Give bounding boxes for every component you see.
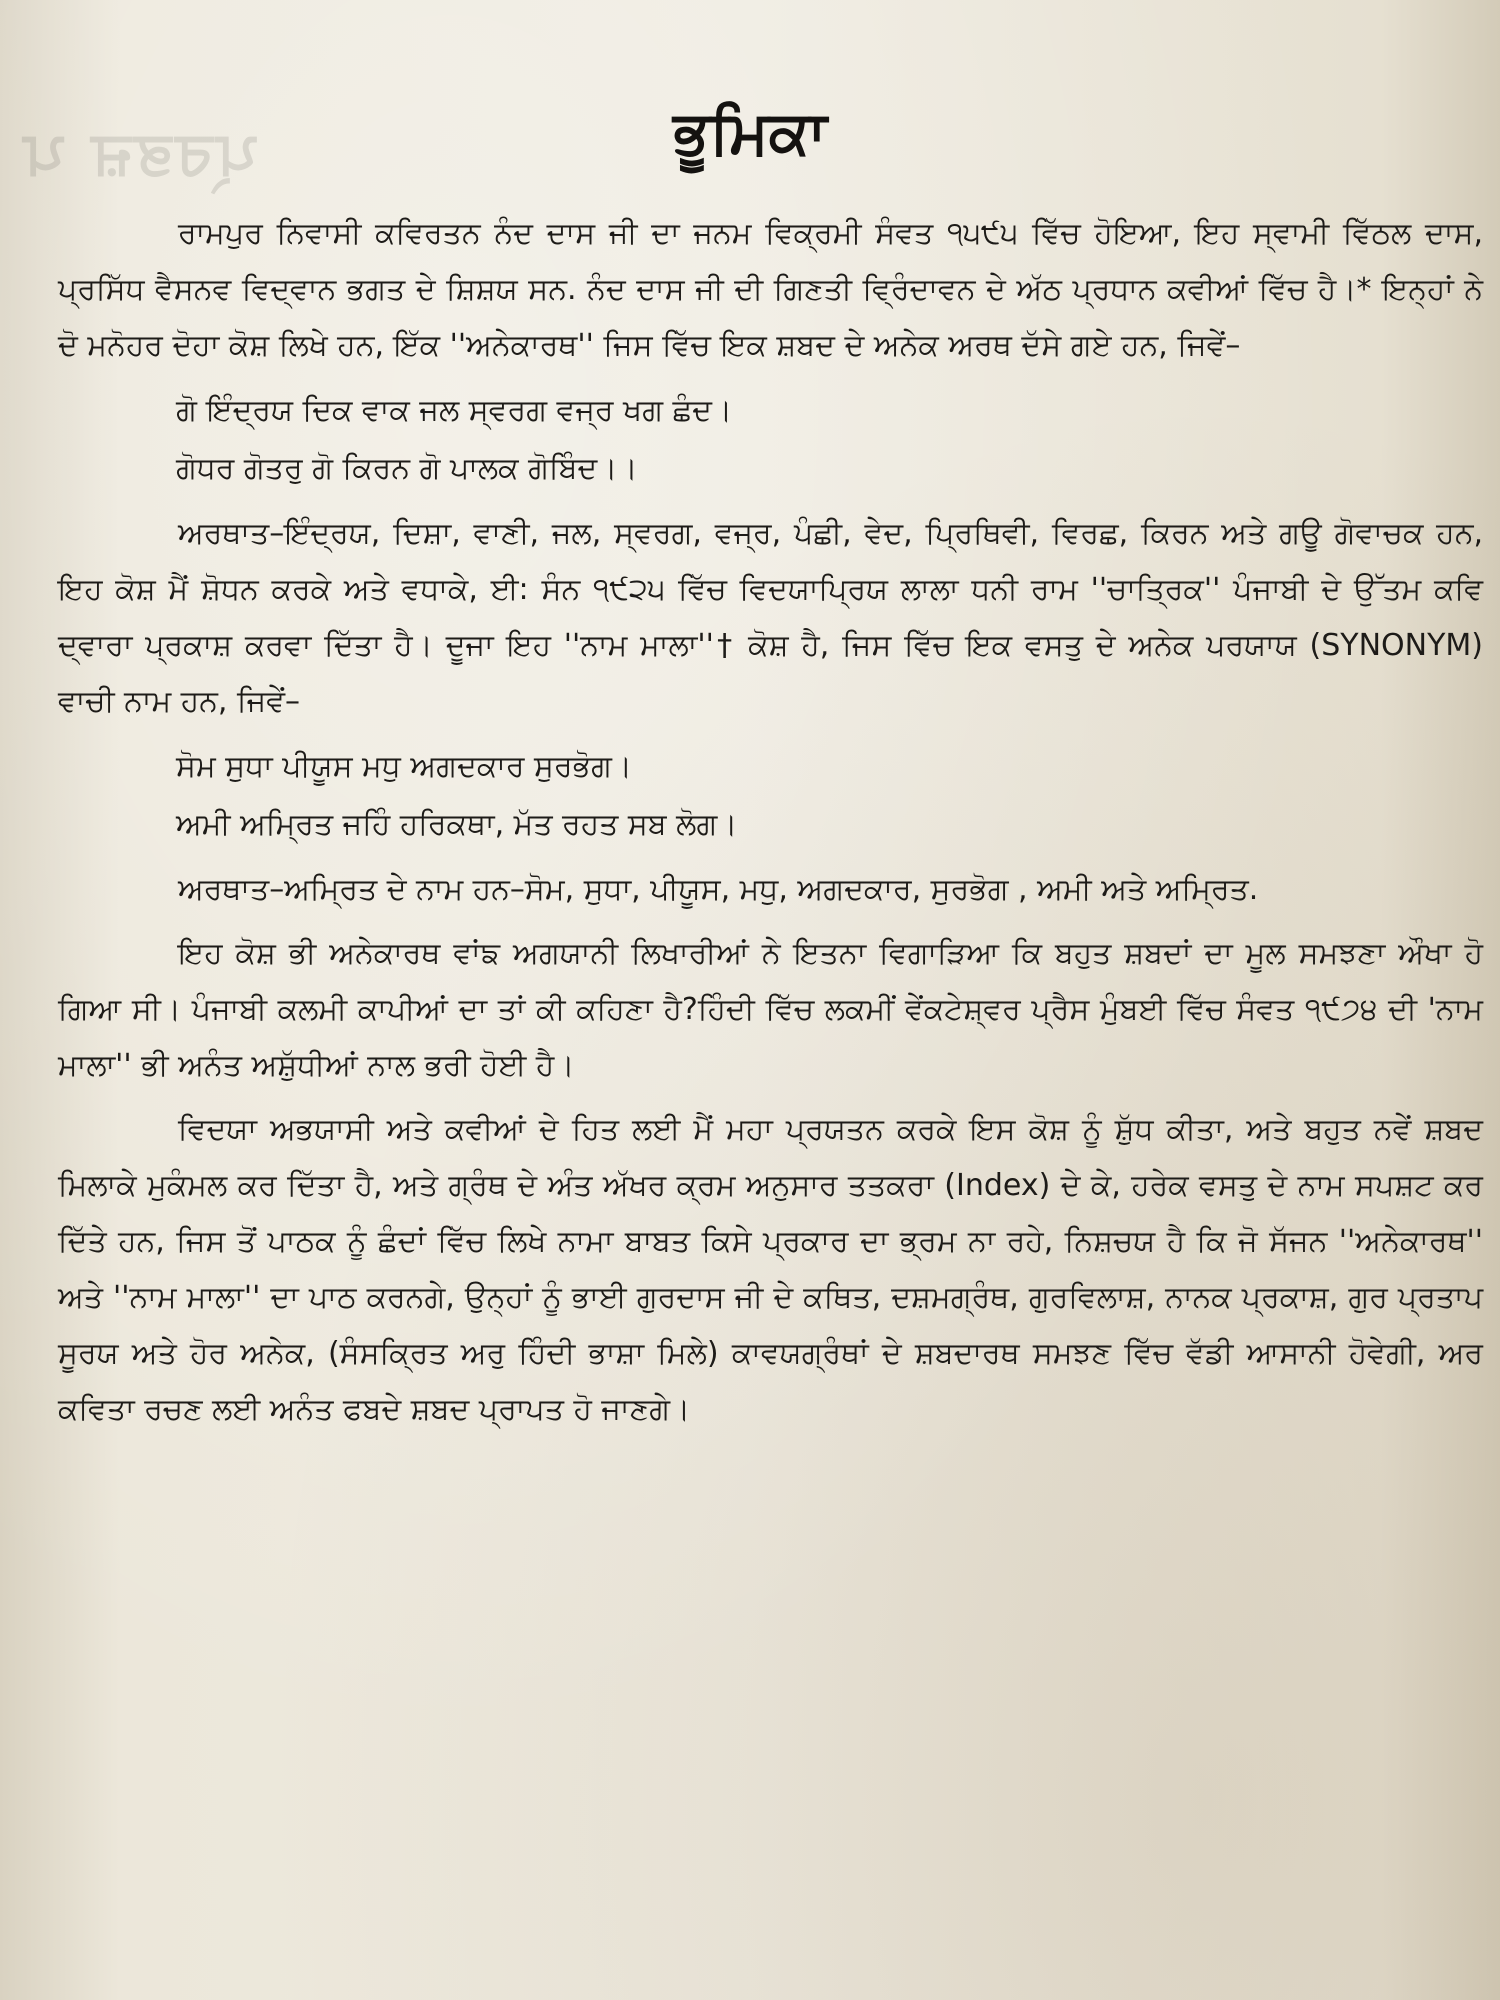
verse-line: ਸੋਮ ਸੁਧਾ ਪੀਯੂਸ ਮਧੁ ਅਗਦਕਾਰ ਸੁਰਭੋਗ। bbox=[176, 749, 633, 784]
paragraph-editing: ਵਿਦਯਾ ਅਭਯਾਸੀ ਅਤੇ ਕਵੀਆਂ ਦੇ ਹਿਤ ਲਈ ਮੈਂ ਮਹਾ ਪ੍ਰਯਤਨ ਕਰਕੇ ਇਸ ਕੋਸ਼ ਨੂੰ ਸ਼ੁੱਧ ਕੀਤਾ, ਅਤੇ ਬਹੁਤ ਨਵੇਂ ਸ਼ਬਦ ਮਿਲਾਕੇ ਮੁਕੰਮਲ ਕਰ ਦਿੱਤਾ ਹੈ, ਅਤੇ ਗ੍ਰੰਥ ਦੇ ਅੰਤ ਅੱਖਰ ਕ੍ਰਮ ਅਨੁਸਾਰ ਤਤਕਰਾ (Index) ਦੇ ਕੇ, ਹਰੇਕ ਵਸਤੁ ਦੇ ਨਾਮ ਸਪਸ਼ਟ ਕਰ ਦਿੱਤੇ ਹਨ, ਜਿਸ ਤੋਂ ਪਾਠਕ ਨੂੰ ਛੰਦਾਂ ਵਿੱਚ ਲਿਖੇ ਨਾਮਾ ਬਾਬਤ ਕਿਸੇ ਪ੍ਰਕਾਰ ਦਾ ਭ੍ਰਮ ਨਾ ਰਹੇ, ਨਿਸ਼ਚਯ ਹੈ ਕਿ ਜੋ ਸੱਜਨ ''ਅਨੇਕਾਰਥ'' ਅਤੇ ''ਨਾਮ ਮਾਲਾ'' ਦਾ ਪਾਠ ਕਰਨਗੇ, ਉਨ੍ਹਾਂ ਨੂੰ ਭਾਈ ਗੁਰਦਾਸ ਜੀ ਦੇ ਕਥਿਤ, ਦਸ਼ਮਗ੍ਰੰਥ, ਗੁਰਵਿਲਾਸ਼, ਨਾਨਕ ਪ੍ਰਕਾਸ਼, ਗੁਰ ਪ੍ਰਤਾਪ ਸੂਰਯ ਅਤੇ ਹੋਰ ਅਨੇਕ, (ਸੰਸਕ੍ਰਿਤ ਅਰੁ ਹਿੰਦੀ ਭਾਸ਼ਾ ਮਿਲੇ) ਕਾਵਯਗ੍ਰੰਥਾਂ ਦੇ ਸ਼ਬਦਾਰਥ ਸਮਝਣ ਵਿੱਚ ਵੱਡੀ ਆਸਾਨੀ ਹੋਵੇਗੀ, ਅਰ ਕਵਿਤਾ ਰਚਣ ਲਈ ਅਨੰਤ ਫਬਦੇ ਸ਼ਬਦ ਪ੍ਰਾਪਤ ਹੋ ਜਾਣਗੇ। bbox=[58, 1112, 1483, 1427]
paragraph-meaning-go: ਅਰਥਾਤ–ਇੰਦ੍ਰਯ, ਦਿਸ਼ਾ, ਵਾਣੀ, ਜਲ, ਸ੍ਵਰਗ, ਵਜ੍ਰ, ਪੰਛੀ, ਵੇਦ, ਪ੍ਰਿਥਿਵੀ, ਵਿਰਛ, ਕਿਰਨ ਅਤੇ ਗਊ ਗੋਵਾਚਕ ਹਨ, ਇਹ ਕੋਸ਼ ਮੈਂ ਸ਼ੋਧਨ ਕਰਕੇ ਅਤੇ ਵਧਾਕੇ, ਈ: ਸੰਨ ੧੯੨੫ ਵਿੱਚ ਵਿਦਯਾਪ੍ਰਿਯ ਲਾਲਾ ਧਨੀ ਰਾਮ ''ਚਾਤ੍ਰਿਕ'' ਪੰਜਾਬੀ ਦੇ ਉੱਤਮ ਕਵਿ ਦ੍ਵਾਰਾ ਪ੍ਰਕਾਸ਼ ਕਰਵਾ ਦਿੱਤਾ ਹੈ। ਦੂਜਾ ਇਹ ''ਨਾਮ ਮਾਲਾ''† ਕੋਸ਼ ਹੈ, ਜਿਸ ਵਿੱਚ ਇਕ ਵਸਤੁ ਦੇ ਅਨੇਕ ਪਰਯਾਯ (SYNONYM) ਵਾਚੀ ਨਾਮ ਹਨ, ਜਿਵੇਂ– bbox=[58, 516, 1483, 719]
bleed-through-text: ਪ੍ਰਭਜ਼ ਪ bbox=[20, 118, 256, 188]
verse-line: ਗੋ ਇੰਦ੍ਰਯ ਦਿਕ ਵਾਕ ਜਲ ਸ੍ਵਰਗ ਵਜ੍ਰ ਖਗ ਛੰਦ। bbox=[176, 393, 733, 428]
verse-line: ਗੋਧਰ ਗੋਤਰੁ ਗੋ ਕਿਰਨ ਗੋ ਪਾਲਕ ਗੋਬਿੰਦ।। bbox=[176, 451, 638, 486]
verse-line: ਅਮੀ ਅਮ੍ਰਿਤ ਜਹਿੰ ਹਰਿਕਥਾ, ਮੱਤ ਰਹਤ ਸਬ ਲੋਗ। bbox=[176, 807, 738, 842]
page-title: ਭੂਮਿਕਾ bbox=[673, 98, 827, 168]
body-text bbox=[58, 206, 1483, 1446]
paragraph-intro: ਰਾਮਪੁਰ ਨਿਵਾਸੀ ਕਵਿਰਤਨ ਨੰਦ ਦਾਸ ਜੀ ਦਾ ਜਨਮ ਵਿਕ੍ਰਮੀ ਸੰਵਤ ੧੫੯੫ ਵਿੱਚ ਹੋਇਆ, ਇਹ ਸ੍ਵਾਮੀ ਵਿੱਠਲ ਦਾਸ, ਪ੍ਰਸਿੱਧ ਵੈਸਨਵ ਵਿਦ੍ਵਾਨ ਭਗਤ ਦੇ ਸ਼ਿਸ਼ਯ ਸਨ. ਨੰਦ ਦਾਸ ਜੀ ਦੀ ਗਿਣਤੀ ਵ੍ਰਿੰਦਾਵਨ ਦੇ ਅੱਠ ਪ੍ਰਧਾਨ ਕਵੀਆਂ ਵਿੱਚ ਹੈ।* ਇਨ੍ਹਾਂ ਨੇ ਦੋ ਮਨੋਹਰ ਦੋਹਾ ਕੋਸ਼ ਲਿਖੇ ਹਨ, ਇੱਕ ''ਅਨੇਕਾਰਥ'' ਜਿਸ ਵਿੱਚ ਇਕ ਸ਼ਬਦ ਦੇ ਅਨੇਕ ਅਰਥ ਦੱਸੇ ਗਏ ਹਨ, ਜਿਵੇਂ– bbox=[58, 216, 1483, 363]
paragraph-corruption: ਇਹ ਕੋਸ਼ ਭੀ ਅਨੇਕਾਰਥ ਵਾਂਙ ਅਗਯਾਨੀ ਲਿਖਾਰੀਆਂ ਨੇ ਇਤਨਾ ਵਿਗਾੜਿਆ ਕਿ ਬਹੁਤ ਸ਼ਬਦਾਂ ਦਾ ਮੂਲ ਸਮਝਣਾ ਔਖਾ ਹੋ ਗਿਆ ਸੀ। ਪੰਜਾਬੀ ਕਲਮੀ ਕਾਪੀਆਂ ਦਾ ਤਾਂ ਕੀ ਕਹਿਣਾ ਹੈ?ਹਿੰਦੀ ਵਿੱਚ ਲਕਮੀਂ ਵੇਂਕਟੇਸ਼੍ਵਰ ਪ੍ਰੈਸ ਮੁੰਬਈ ਵਿੱਚ ਸੰਵਤ ੧੯੭੪ ਦੀ 'ਨਾਮ ਮਾਲਾ'' ਭੀ ਅਨੰਤ ਅਸ਼ੁੱਧੀਆਂ ਨਾਲ ਭਰੀ ਹੋਈ ਹੈ। bbox=[58, 936, 1483, 1083]
paragraph-meaning-amrit: ਅਰਥਾਤ–ਅਮ੍ਰਿਤ ਦੇ ਨਾਮ ਹਨ–ਸੋਮ, ਸੁਧਾ, ਪੀਯੂਸ, ਮਧੁ, ਅਗਦਕਾਰ, ਸੁਰਭੋਗ , ਅਮੀ ਅਤੇ ਅਮ੍ਰਿਤ. bbox=[178, 872, 1259, 907]
